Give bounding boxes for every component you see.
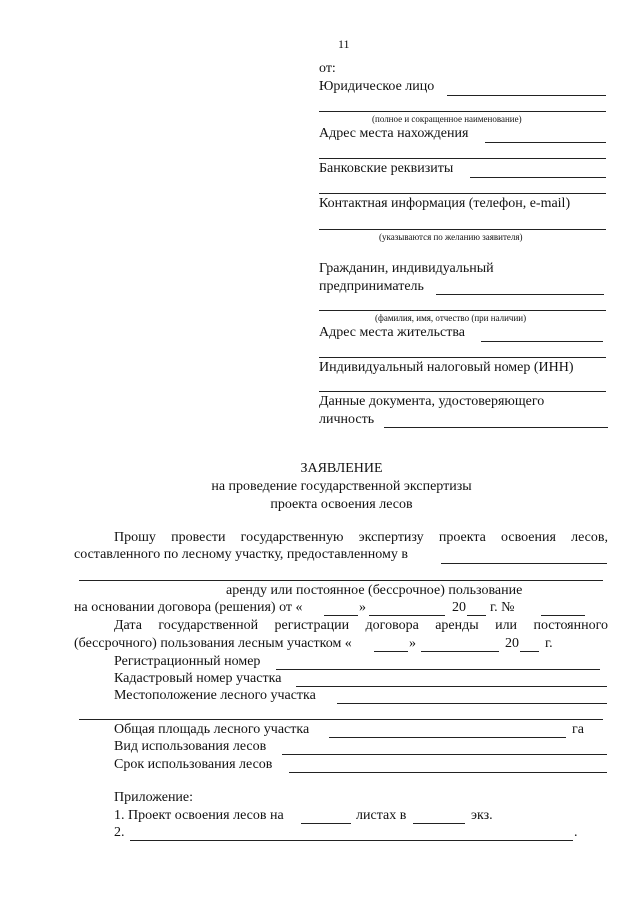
citizen-label-line2: предприниматель [319,279,424,294]
attachment-2-end: . [574,825,578,840]
inn-label: Индивидуальный налоговый номер (ИНН) [319,360,574,375]
contract-day-field[interactable] [324,615,358,616]
contract-year-field[interactable] [467,615,486,616]
contract-number-label: г. № [490,600,515,615]
inn-field[interactable] [319,391,606,392]
forest-use-period-label: Срок использования лесов [114,757,273,772]
attachment-1-mid: листах в [356,808,407,823]
request-line-1: Прошу провести государственную экспертизу проекта освоения лесов, [114,530,608,545]
attachment-2-field[interactable] [130,840,573,841]
total-area-field[interactable] [329,737,566,738]
page-number: 11 [338,37,350,51]
contact-info-field[interactable] [319,229,606,230]
attachment-1-suffix: экз. [471,808,493,823]
legal-entity-label: Юридическое лицо [319,79,435,94]
location-address-field[interactable] [485,142,606,143]
forest-use-type-field[interactable] [282,754,607,755]
reg-year-prefix: 20 [505,636,519,651]
id-doc-label-line1: Данные документа, удостоверяющего [319,394,545,409]
bank-details-field[interactable] [470,177,606,178]
residence-address-field[interactable] [481,341,603,342]
forest-use-type-label: Вид использования лесов [114,739,267,754]
reg-year-suffix: г. [545,636,553,651]
bank-details-field-2[interactable] [319,193,606,194]
contract-number-field[interactable] [541,615,585,616]
id-doc-label-line2: личность [319,412,375,427]
from-label: от: [319,61,336,76]
reg-number-field[interactable] [276,669,600,670]
reg-number-label: Регистрационный номер [114,654,261,669]
total-area-label: Общая площадь лесного участка [114,722,310,737]
legal-entity-hint: (полное и сокращенное наименование) [372,114,522,124]
attachment-copies-field[interactable] [413,823,465,824]
residence-address-field-2[interactable] [319,357,606,358]
citizen-name-field-2[interactable] [319,310,606,311]
provided-in-field-2[interactable] [79,580,603,581]
legal-entity-field[interactable] [447,95,606,96]
reg-day-field[interactable] [374,651,408,652]
cadastral-number-field[interactable] [296,686,607,687]
plot-location-label: Местоположение лесного участка [114,688,316,703]
contact-info-hint: (указываются по желанию заявителя) [379,232,523,242]
plot-location-field[interactable] [337,703,607,704]
residence-address-label: Адрес места жительства [319,325,465,340]
cadastral-number-label: Кадастровый номер участка [114,671,282,686]
statement-subtitle-2: проекта освоения лесов [270,497,413,512]
attachment-1-prefix: 1. Проект освоения лесов на [114,808,284,823]
contract-month-field[interactable] [369,615,445,616]
legal-entity-field-2[interactable] [319,111,606,112]
statement-subtitle-1: на проведение государственной экспертизы [211,479,472,494]
rent-line: аренду или постоянное (бессрочное) пользование [226,583,523,598]
citizen-hint: (фамилия, имя, отчество (при наличии) [375,313,527,323]
contract-basis-label: на основании договора (решения) от « [74,600,303,615]
attachment-sheets-field[interactable] [301,823,351,824]
reg-month-field[interactable] [421,651,499,652]
location-address-label: Адрес места нахождения [319,126,469,141]
reg-date-line-2: (бессрочного) пользования лесным участком « [74,636,352,651]
statement-title: ЗАЯВЛЕНИЕ [300,461,383,476]
reg-quote-close: » [409,636,416,651]
id-doc-field[interactable] [384,427,608,428]
request-line-2: составленного по лесному участку, предоставленному в [74,547,408,562]
attachment-2-prefix: 2. [114,825,125,840]
bank-details-label: Банковские реквизиты [319,161,454,176]
reg-date-line-1: Дата государственной регистрации договора аренды или постоянного [114,618,608,633]
citizen-label-line1: Гражданин, индивидуальный [319,261,494,276]
quote-close: » [359,600,366,615]
reg-year-field[interactable] [520,651,539,652]
plot-location-field-2[interactable] [79,719,603,720]
contract-year-prefix: 20 [452,600,466,615]
contact-info-label: Контактная информация (телефон, e-mail) [319,196,571,211]
forest-use-period-field[interactable] [289,772,607,773]
citizen-name-field[interactable] [436,294,604,295]
attachments-title: Приложение: [114,790,194,805]
provided-in-field[interactable] [441,563,607,564]
area-unit: га [572,722,584,737]
location-address-field-2[interactable] [319,158,606,159]
